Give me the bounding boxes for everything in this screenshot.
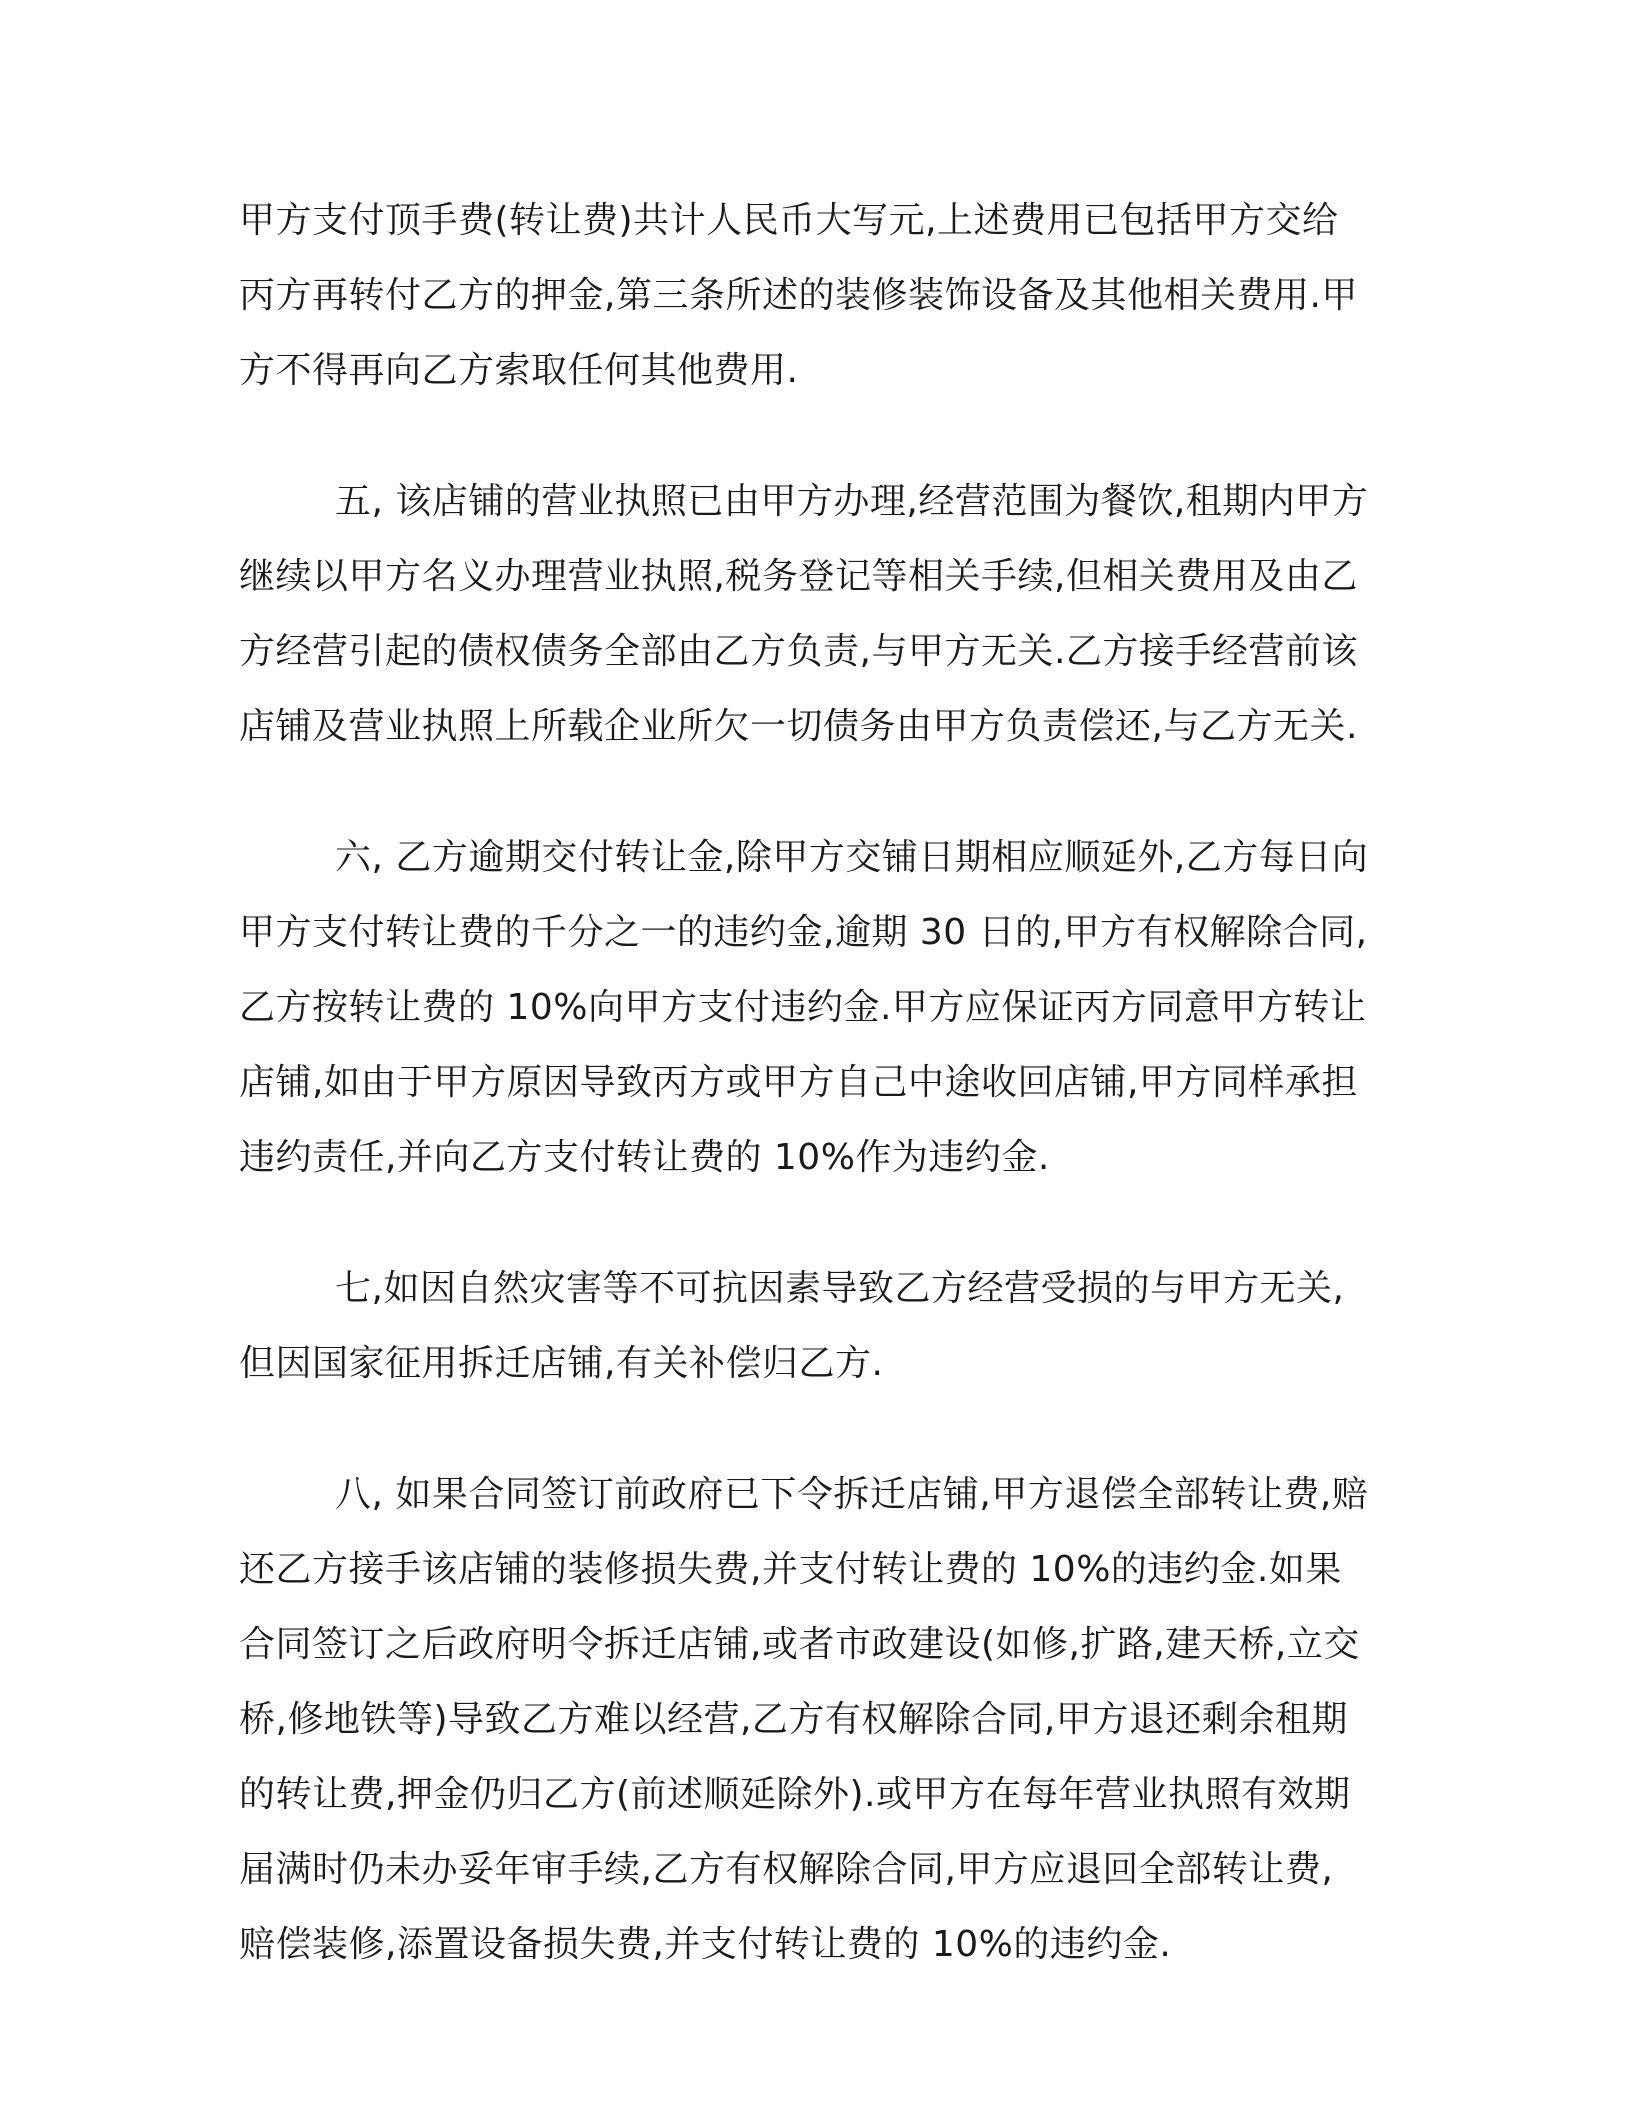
text-line: 还乙方接手该店铺的装修损失费,并支付转让费的 10%的违约金.如果 <box>239 1549 1342 1590</box>
text-line: 八, 如果合同签订前政府已下令拆迁店铺,甲方退偿全部转让费,赔 <box>335 1474 1369 1515</box>
text-line: 店铺及营业执照上所载企业所欠一切债务由甲方负责偿还,与乙方无关. <box>239 706 1358 747</box>
paragraph-clause-6 <box>239 827 1389 1202</box>
text-line: 届满时仍未办妥年审手续,乙方有权解除合同,甲方应退回全部转让费, <box>239 1849 1334 1890</box>
text-line: 的转让费,押金仍归乙方(前述顺延除外).或甲方在每年营业执照有效期 <box>239 1774 1351 1815</box>
paragraph-spacer <box>239 1202 1389 1258</box>
text-line: 乙方按转让费的 10%向甲方支付违约金.甲方应保证丙方同意甲方转让 <box>239 987 1367 1028</box>
paragraph-clause-5 <box>239 471 1389 771</box>
text-line: 甲方支付转让费的千分之一的违约金,逾期 30 日的,甲方有权解除合同, <box>239 912 1368 953</box>
paragraph-continuation <box>239 190 1389 415</box>
text-line: 桥,修地铁等)导致乙方难以经营,乙方有权解除合同,甲方退还剩余租期 <box>239 1699 1348 1740</box>
paragraph-spacer <box>239 771 1389 827</box>
text-line: 店铺,如由于甲方原因导致丙方或甲方自己中途收回店铺,甲方同样承担 <box>239 1062 1358 1103</box>
document-body <box>239 190 1389 1989</box>
text-line: 但因国家征用拆迁店铺,有关补偿归乙方. <box>239 1343 884 1384</box>
text-line: 甲方支付顶手费(转让费)共计人民币大写元,上述费用已包括甲方交给 <box>239 200 1339 241</box>
paragraph-spacer <box>239 1408 1389 1464</box>
paragraph-clause-7 <box>239 1258 1389 1408</box>
text-line: 方不得再向乙方索取任何其他费用. <box>239 350 799 391</box>
paragraph-clause-8 <box>239 1464 1389 1989</box>
text-line: 方经营引起的债权债务全部由乙方负责,与甲方无关.乙方接手经营前该 <box>239 631 1358 672</box>
text-line: 丙方再转付乙方的押金,第三条所述的装修装饰设备及其他相关费用.甲 <box>239 275 1358 316</box>
text-line: 继续以甲方名义办理营业执照,税务登记等相关手续,但相关费用及由乙 <box>239 556 1358 597</box>
paragraph-spacer <box>239 415 1389 471</box>
text-line: 违约责任,并向乙方支付转让费的 10%作为违约金. <box>239 1137 1050 1178</box>
text-line: 五, 该店铺的营业执照已由甲方办理,经营范围为餐饮,租期内甲方 <box>335 481 1369 522</box>
text-line: 七,如因自然灾害等不可抗因素导致乙方经营受损的与甲方无关, <box>335 1268 1345 1309</box>
text-line: 六, 乙方逾期交付转让金,除甲方交铺日期相应顺延外,乙方每日向 <box>335 837 1369 878</box>
text-line: 合同签订之后政府明令拆迁店铺,或者市政建设(如修,扩路,建天桥,立交 <box>239 1624 1360 1665</box>
text-line: 赔偿装修,添置设备损失费,并支付转让费的 10%的违约金. <box>239 1924 1172 1965</box>
